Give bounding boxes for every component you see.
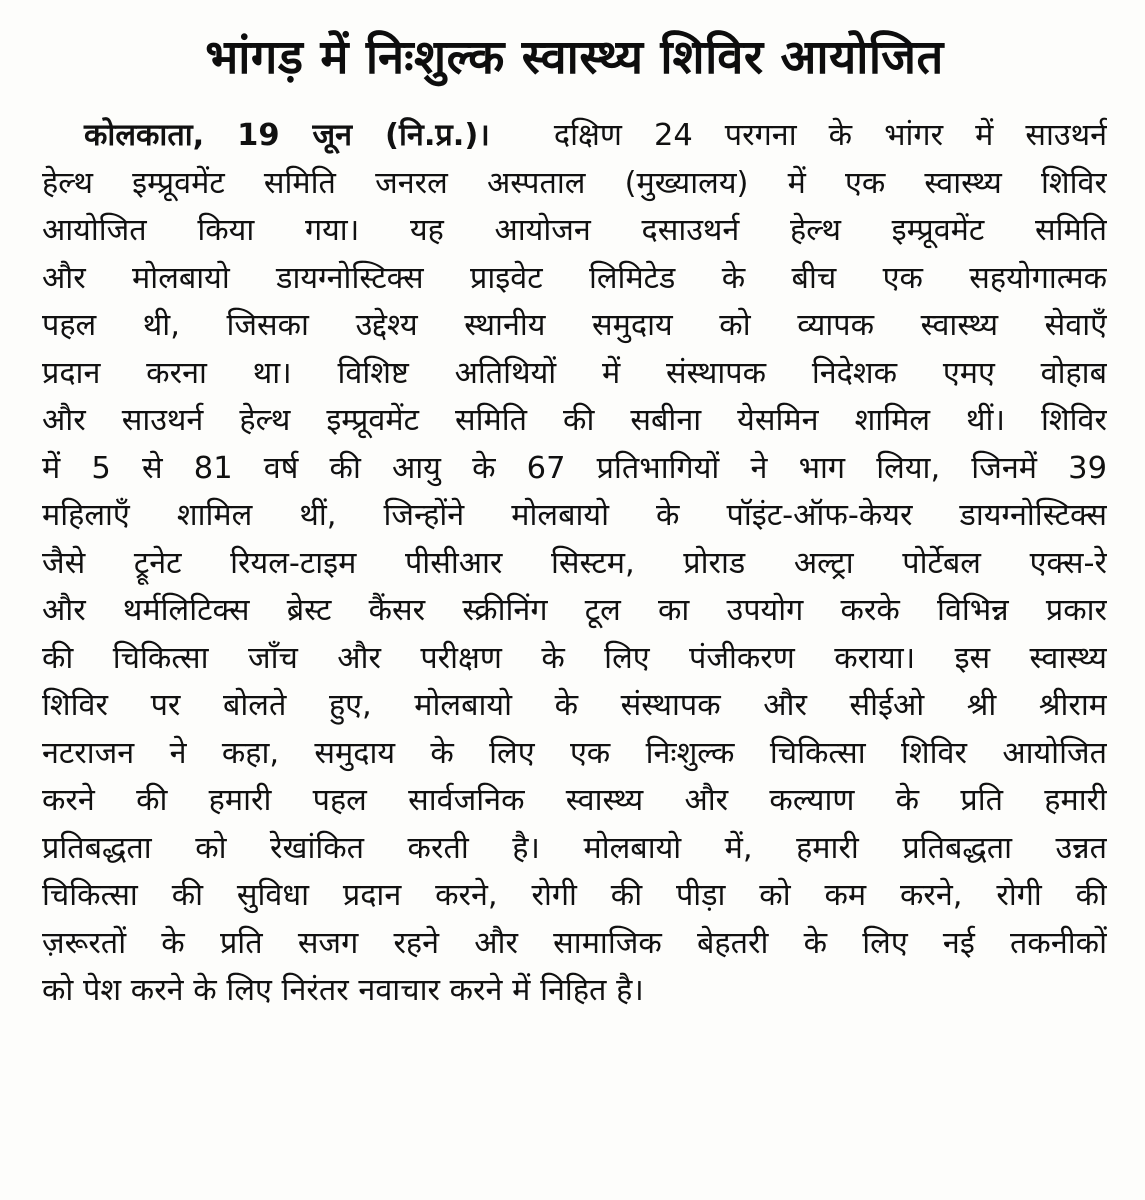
article-line: नटराजन ने कहा, समुदाय के लिए एक निःशुल्क चिकित्सा शिविर आयोजित: [42, 735, 1107, 771]
dateline: कोलकाता, 19 जून (नि.प्र.)।: [84, 118, 490, 153]
article-line: प्रतिबद्धता को रेखांकित करती है। मोलबायो में, हमारी प्रतिबद्धता उन्नत: [42, 830, 1107, 866]
article-line: जैसे ट्रूनेट रियल-टाइम पीसीआर सिस्टम, प्रोराड अल्ट्रा पोर्टेबल एक्स-रे: [42, 545, 1107, 581]
article-line: प्रदान करना था। विशिष्ट अतिथियों में संस्थापक निदेशक एमए वोहाब: [42, 355, 1107, 391]
headline: भांगड़ में निःशुल्क स्वास्थ्य शिविर आयोजित: [205, 30, 944, 85]
article-line: पहल थी, जिसका उद्देश्य स्थानीय समुदाय को व्यापक स्वास्थ्य सेवाएँ: [42, 308, 1107, 343]
article-line: आयोजित किया गया। यह आयोजन दसाउथर्न हेल्थ इम्प्रूवमेंट समिति: [42, 213, 1107, 248]
article-line: ज़रूरतों के प्रति सजग रहने और सामाजिक बेहतरी के लिए नई तकनीकों: [42, 925, 1107, 961]
article-body: [42, 112, 1107, 1015]
article-line: चिकित्सा की सुविधा प्रदान करने, रोगी की पीड़ा को कम करने, रोगी की: [42, 878, 1107, 913]
article-line: और थर्मलिटिक्स ब्रेस्ट कैंसर स्क्रीनिंग टूल का उपयोग करके विभिन्न प्रकार: [42, 593, 1107, 628]
article-line: हेल्थ इम्प्रूवमेंट समिति जनरल अस्पताल (मुख्यालय) में एक स्वास्थ्य शिविर: [42, 165, 1107, 201]
article-line: को पेश करने के लिए निरंतर नवाचार करने में निहित है।: [42, 973, 644, 1008]
article-line: की चिकित्सा जाँच और परीक्षण के लिए पंजीकरण कराया। इस स्वास्थ्य: [42, 640, 1107, 676]
article-line: करने की हमारी पहल सार्वजनिक स्वास्थ्य और कल्याण के प्रति हमारी: [42, 783, 1107, 818]
article-line: [42, 112, 1107, 160]
article-line-text: दक्षिण 24 परगना के भांगर में साउथर्न: [553, 118, 1107, 153]
article-line: में 5 से 81 वर्ष की आयु के 67 प्रतिभागियों ने भाग लिया, जिनमें 39: [42, 450, 1107, 486]
article-line: महिलाएँ शामिल थीं, जिन्होंने मोलबायो के पॉइंट-ऑफ-केयर डायग्नोस्टिक्स: [42, 498, 1107, 533]
article-line: और मोलबायो डायग्नोस्टिक्स प्राइवेट लिमिटेड के बीच एक सहयोगात्मक: [42, 260, 1107, 296]
article-line: शिविर पर बोलते हुए, मोलबायो के संस्थापक और सीईओ श्री श्रीराम: [42, 688, 1107, 723]
article-line: और साउथर्न हेल्थ इम्प्रूवमेंट समिति की सबीना येसमिन शामिल थीं। शिविर: [42, 403, 1107, 438]
